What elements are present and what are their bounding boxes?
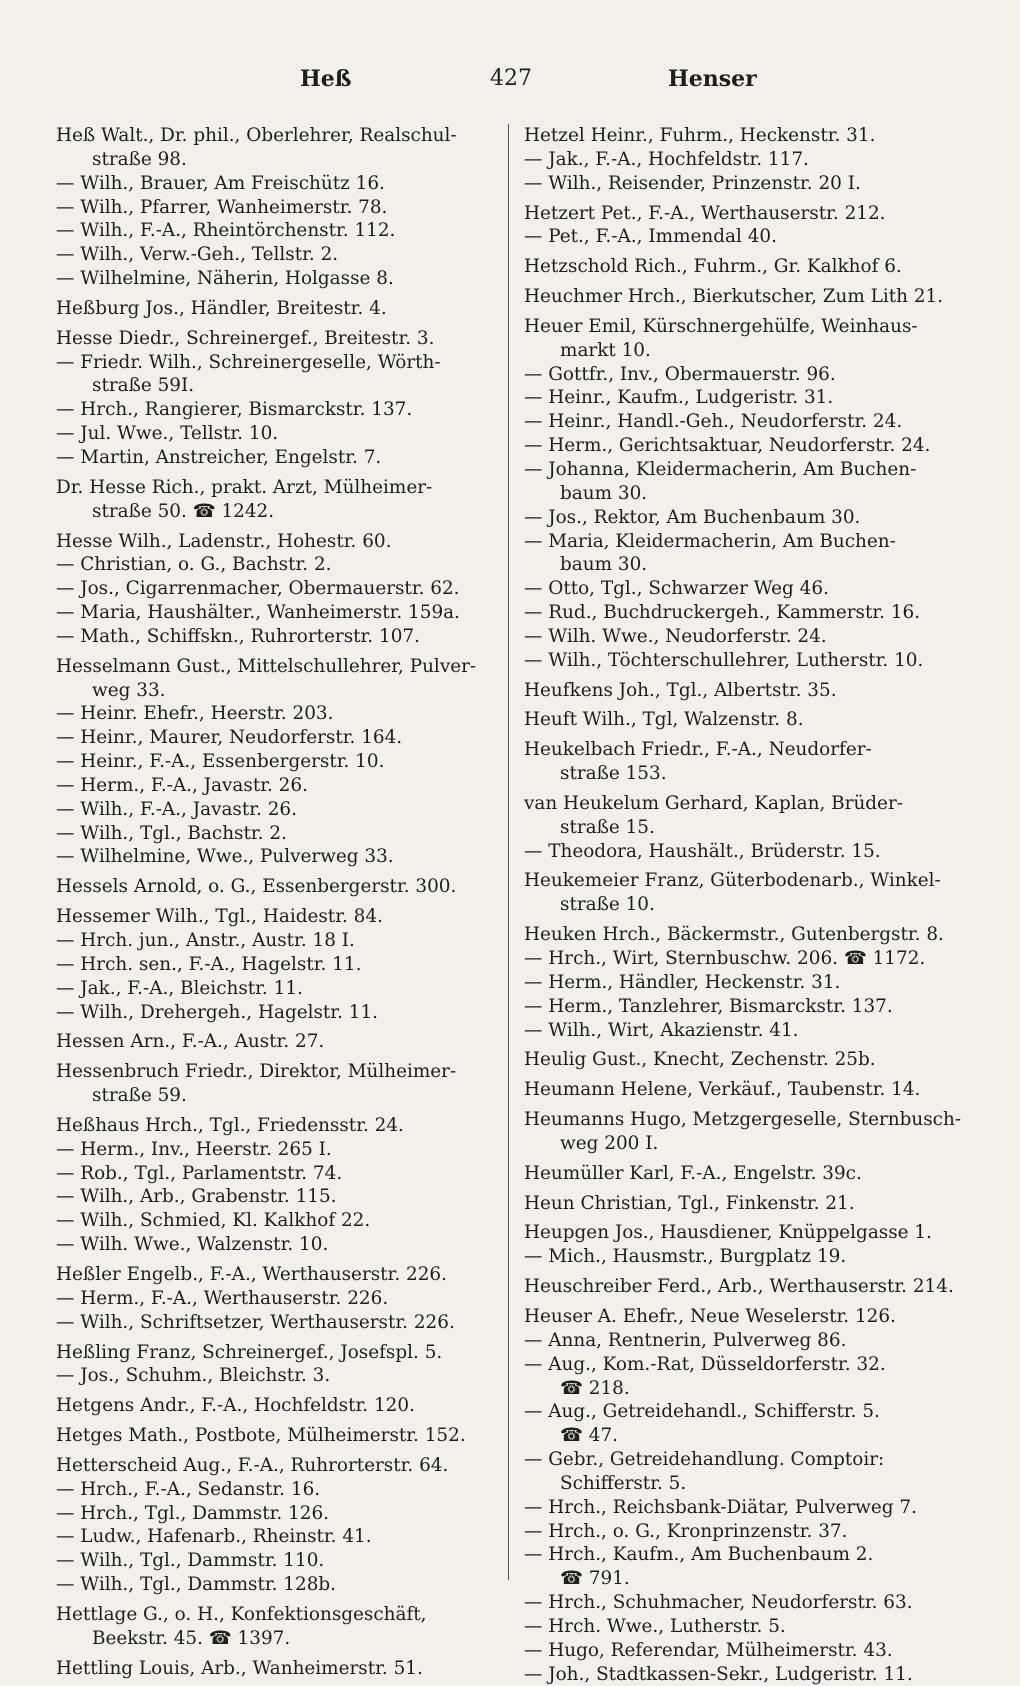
directory-entry <box>56 577 494 601</box>
entry-line: — Wilh., Pfarrer, Wanheimerstr. 78. <box>56 196 388 218</box>
entry-continuation-line: straße 10. <box>560 894 655 916</box>
entry-line: Heuer Emil, Kürschnergehülfe, Weinhaus- <box>524 315 918 337</box>
directory-entry <box>56 726 494 750</box>
entry-continuation-line: markt 10. <box>560 339 651 361</box>
directory-entry <box>524 995 964 1019</box>
entry-line: — Pet., F.-A., Immendal 40. <box>524 226 777 248</box>
entry-line: Heufkens Joh., Tgl., Albertstr. 35. <box>524 679 837 701</box>
entry-line: — Rob., Tgl., Parlamentstr. 74. <box>56 1162 343 1184</box>
directory-entry <box>56 446 494 470</box>
right-column <box>524 124 964 1686</box>
directory-entry <box>524 458 964 506</box>
directory-entry <box>524 172 964 196</box>
directory-entry <box>524 1078 964 1102</box>
entry-line: — Hrch., o. G., Kronprinzenstr. 37. <box>524 1520 848 1542</box>
entry-line: — Theodora, Haushält., Brüderstr. 15. <box>524 840 881 862</box>
entry-line: — Wilh., Arb., Grabenstr. 115. <box>56 1186 337 1208</box>
directory-entry <box>524 1108 964 1156</box>
entry-line: — Wilhelmine, Wwe., Pulverweg 33. <box>56 846 394 868</box>
directory-entry <box>56 905 494 929</box>
directory-entry <box>56 1394 494 1418</box>
entry-line: — Hrch. jun., Anstr., Austr. 18 I. <box>56 930 355 951</box>
entry-line: Hessen Arn., F.-A., Austr. 27. <box>56 1031 325 1053</box>
entry-line: — Hrch., F.-A., Sedanstr. 16. <box>56 1478 321 1500</box>
directory-entry <box>524 947 964 971</box>
entry-continuation-line: Schifferstr. 5. <box>560 1472 687 1494</box>
directory-entry <box>56 798 494 822</box>
directory-entry <box>56 1185 494 1209</box>
entry-continuation-line: straße 59. <box>92 1085 187 1107</box>
directory-entry <box>524 1591 964 1615</box>
entry-line: — Martin, Anstreicher, Engelstr. 7. <box>56 446 382 468</box>
entry-line: — Gebr., Getreidehandlung. Comptoir: <box>524 1449 885 1471</box>
directory-entry <box>524 625 964 649</box>
entry-line: — Mich., Hausmstr., Burgplatz 19. <box>524 1246 847 1268</box>
entry-line: — Herm., Gerichtsaktuar, Neudorferstr. 24. <box>524 435 931 457</box>
entry-line: — Wilh., F.-A., Javastr. 26. <box>56 798 297 820</box>
entry-line: — Wilh., F.-A., Rheintörchenstr. 112. <box>56 220 396 242</box>
entry-line: — Jul. Wwe., Tellstr. 10. <box>56 423 279 445</box>
entry-line: Hessenbruch Friedr., Direktor, Mülheimer- <box>56 1061 457 1083</box>
entry-continuation-line: straße 98. <box>92 148 187 170</box>
directory-entry <box>524 315 964 363</box>
directory-entry <box>56 655 494 703</box>
directory-entry <box>524 1400 964 1448</box>
directory-entry <box>524 1245 964 1269</box>
page-header <box>0 66 1020 106</box>
entry-continuation-line: ☎ 47. <box>560 1425 619 1447</box>
directory-entry <box>56 822 494 846</box>
directory-entry <box>524 530 964 578</box>
entry-line: Hettlage G., o. H., Konfektionsgeschäft, <box>56 1603 427 1625</box>
entry-line: — Hrch., Reichsbank-Diätar, Pulverweg 7. <box>524 1496 917 1518</box>
directory-entry <box>56 1162 494 1186</box>
directory-entry <box>56 297 494 321</box>
entry-line: — Wilh., Reisender, Prinzenstr. 20 I. <box>524 172 861 194</box>
directory-entry <box>56 267 494 291</box>
directory-entry <box>524 410 964 434</box>
directory-entry <box>56 1603 494 1651</box>
entry-line: Heßler Engelb., F.-A., Werthauserstr. 226. <box>56 1263 447 1285</box>
column-divider <box>508 124 509 1580</box>
entry-line: — Herm., F.-A., Werthauserstr. 226. <box>56 1287 389 1309</box>
entry-line: Heuchmer Hrch., Bierkutscher, Zum Lith 21. <box>524 286 944 308</box>
directory-entry <box>56 1502 494 1526</box>
entry-line: — Jak., F.-A., Bleichstr. 11. <box>56 977 303 999</box>
entry-line: — Herm., Tanzlehrer, Bismarckstr. 137. <box>524 995 893 1017</box>
directory-entry <box>56 601 494 625</box>
entry-line: — Otto, Tgl., Schwarzer Weg 46. <box>524 578 829 600</box>
entry-line: — Johanna, Kleidermacherin, Am Buchen- <box>524 458 917 480</box>
directory-entry <box>524 202 964 226</box>
directory-entry <box>524 840 964 864</box>
directory-entry <box>524 1663 964 1686</box>
entry-line: Heßburg Jos., Händler, Breitestr. 4. <box>56 297 387 319</box>
entry-line: Hesse Diedr., Schreinergef., Breitestr. 3. <box>56 327 435 349</box>
entry-line: — Ludw., Hafenarb., Rheinstr. 41. <box>56 1526 372 1548</box>
directory-entry <box>524 386 964 410</box>
header-right-keyword: Henser <box>668 66 757 92</box>
entry-line: Hetzschold Rich., Fuhrm., Gr. Kalkhof 6. <box>524 256 902 278</box>
directory-entry <box>56 398 494 422</box>
directory-entry <box>56 1657 494 1681</box>
entry-line: Heuser A. Ehefr., Neue Weselerstr. 126. <box>524 1305 896 1327</box>
entry-line: — Jos., Cigarrenmacher, Obermauerstr. 62. <box>56 578 460 600</box>
header-left-keyword: Heß <box>300 66 352 92</box>
directory-entry <box>524 869 964 917</box>
entry-line: Hessels Arnold, o. G., Essenbergerstr. 300. <box>56 876 457 898</box>
directory-entry <box>56 953 494 977</box>
entry-line: — Math., Schiffskn., Ruhrorterstr. 107. <box>56 625 420 647</box>
directory-entry <box>56 1001 494 1025</box>
entry-continuation-line: Beekstr. 45. ☎ 1397. <box>92 1627 291 1649</box>
entry-line: — Hrch., Rangierer, Bismarckstr. 137. <box>56 399 413 421</box>
entry-line: — Heinr., Kaufm., Ludgeristr. 31. <box>524 387 834 409</box>
directory-entry <box>56 553 494 577</box>
entry-line: — Hrch., Kaufm., Am Buchenbaum 2. <box>524 1544 874 1566</box>
entry-line: — Heinr. Ehefr., Heerstr. 203. <box>56 703 334 725</box>
entry-continuation-line: baum 30. <box>560 482 648 504</box>
entry-line: — Wilh., Schriftsetzer, Werthauserstr. 226. <box>56 1311 455 1333</box>
directory-entry <box>524 649 964 673</box>
directory-entry <box>524 1162 964 1186</box>
directory-entry <box>56 1287 494 1311</box>
directory-entry <box>56 702 494 726</box>
entry-line: — Wilh., Tgl., Dammstr. 128b. <box>56 1574 337 1596</box>
entry-continuation-line: straße 59I. <box>92 375 195 397</box>
entry-line: — Wilh., Verw.-Geh., Tellstr. 2. <box>56 244 339 266</box>
directory-entry <box>524 1221 964 1245</box>
entry-line: — Wilhelmine, Näherin, Holgasse 8. <box>56 268 394 290</box>
directory-entry <box>56 530 494 554</box>
entry-line: — Maria, Kleidermacherin, Am Buchen- <box>524 530 896 552</box>
directory-entry <box>56 1209 494 1233</box>
entry-line: — Hrch. Wwe., Lutherstr. 5. <box>524 1615 786 1637</box>
directory-entry <box>56 1114 494 1138</box>
directory-entry <box>56 327 494 351</box>
entry-line: — Joh., Stadtkassen-Sekr., Ludgeristr. 11. <box>524 1663 913 1685</box>
entry-line: — Wilh., Drehergeh., Hagelstr. 11. <box>56 1001 379 1023</box>
entry-line: Heumanns Hugo, Metzgergeselle, Sternbusch- <box>524 1109 962 1131</box>
directory-entry <box>524 1543 964 1591</box>
directory-entry <box>524 434 964 458</box>
entry-line: — Wilh., Schmied, Kl. Kalkhof 22. <box>56 1210 371 1232</box>
directory-entry <box>524 1353 964 1401</box>
directory-entry <box>524 285 964 309</box>
entry-line: Dr. Hesse Rich., prakt. Arzt, Mülheimer- <box>56 476 433 498</box>
entry-line: Heuft Wilh., Tgl, Walzenstr. 8. <box>524 709 804 731</box>
directory-entry <box>524 1639 964 1663</box>
directory-entry <box>524 1275 964 1299</box>
directory-entry <box>56 1263 494 1287</box>
entry-line: — Wilh. Wwe., Walzenstr. 10. <box>56 1234 329 1256</box>
directory-entry <box>56 977 494 1001</box>
directory-entry <box>56 172 494 196</box>
directory-entry <box>56 1525 494 1549</box>
entry-line: — Gottfr., Inv., Obermauerstr. 96. <box>524 363 836 385</box>
entry-line: Heßhaus Hrch., Tgl., Friedensstr. 24. <box>56 1114 404 1136</box>
entry-line: — Jos., Rektor, Am Buchenbaum 30. <box>524 506 861 528</box>
directory-entry <box>524 738 964 786</box>
directory-entry <box>56 243 494 267</box>
entry-line: Hesselmann Gust., Mittelschullehrer, Pulver- <box>56 655 477 677</box>
entry-line: — Wilh., Töchterschullehrer, Lutherstr. 10. <box>524 649 924 671</box>
entry-continuation-line: straße 153. <box>560 763 667 785</box>
directory-entry <box>524 255 964 279</box>
entry-line: Heukelbach Friedr., F.-A., Neudorfer- <box>524 739 872 761</box>
entry-continuation-line: ☎ 791. <box>560 1568 630 1590</box>
entry-line: — Hrch., Wirt, Sternbuschw. 206. ☎ 1172. <box>524 948 926 969</box>
entry-line: Hetzert Pet., F.-A., Werthauserstr. 212. <box>524 202 886 224</box>
directory-entry <box>56 875 494 899</box>
directory-entry <box>56 124 494 172</box>
entry-line: — Wilh., Tgl., Dammstr. 110. <box>56 1550 325 1572</box>
entry-line: Heßling Franz, Schreinergef., Josefspl. 5. <box>56 1341 443 1363</box>
directory-entry <box>524 506 964 530</box>
entry-line: — Jak., F.-A., Hochfeldstr. 117. <box>524 148 809 170</box>
entry-line: — Herm., Händler, Heckenstr. 31. <box>524 971 841 993</box>
entry-line: Hessemer Wilh., Tgl., Haidestr. 84. <box>56 906 383 928</box>
entry-line: — Wilh., Tgl., Bachstr. 2. <box>56 822 287 844</box>
entry-line: — Wilh., Wirt, Akazienstr. 41. <box>524 1019 799 1041</box>
entry-continuation-line: weg 33. <box>92 679 166 701</box>
entry-line: — Heinr., Maurer, Neudorferstr. 164. <box>56 727 403 749</box>
directory-entry <box>524 601 964 625</box>
directory-entry <box>56 219 494 243</box>
entry-line: — Hrch., Tgl., Dammstr. 126. <box>56 1502 330 1524</box>
directory-entry <box>56 422 494 446</box>
entry-line: — Heinr., F.-A., Essenbergerstr. 10. <box>56 751 385 773</box>
entry-line: — Friedr. Wilh., Schreinergeselle, Wörth- <box>56 351 441 373</box>
entry-line: van Heukelum Gerhard, Kaplan, Brüder- <box>524 792 903 814</box>
entry-line: — Wilh., Brauer, Am Freischütz 16. <box>56 172 385 194</box>
directory-entry <box>56 1233 494 1257</box>
directory-entry <box>56 1549 494 1573</box>
directory-entry <box>56 476 494 524</box>
entry-line: Heß Walt., Dr. phil., Oberlehrer, Realschul- <box>56 125 457 146</box>
directory-entry <box>524 1305 964 1329</box>
directory-entry <box>524 708 964 732</box>
directory-entry <box>524 792 964 840</box>
directory-entry <box>56 625 494 649</box>
directory-entry <box>56 196 494 220</box>
entry-line: Hetzel Heinr., Fuhrm., Heckenstr. 31. <box>524 125 876 146</box>
entry-line: — Anna, Rentnerin, Pulverweg 86. <box>524 1329 847 1351</box>
entry-line: Heuken Hrch., Bäckermstr., Gutenbergstr. 8. <box>524 924 944 946</box>
directory-entry <box>56 1454 494 1478</box>
directory-entry <box>524 225 964 249</box>
entry-line: Heukemeier Franz, Güterbodenarb., Winkel- <box>524 870 941 892</box>
directory-entry <box>56 774 494 798</box>
entry-continuation-line: ☎ 218. <box>560 1377 630 1399</box>
directory-entry <box>56 1341 494 1365</box>
entry-line: — Herm., Inv., Heerstr. 265 I. <box>56 1138 332 1160</box>
directory-entry <box>56 750 494 774</box>
entry-continuation-line: straße 50. ☎ 1242. <box>92 500 275 522</box>
entry-line: — Heinr., Handl.-Geh., Neudorferstr. 24. <box>524 411 903 433</box>
directory-entry <box>56 1138 494 1162</box>
entry-line: Heupgen Jos., Hausdiener, Knüppelgasse 1. <box>524 1222 932 1244</box>
directory-entry <box>524 1329 964 1353</box>
entry-line: Hesse Wilh., Ladenstr., Hohestr. 60. <box>56 530 392 552</box>
directory-entry <box>524 148 964 172</box>
directory-entry <box>56 1311 494 1335</box>
entry-line: Hetgens Andr., F.-A., Hochfeldstr. 120. <box>56 1395 415 1417</box>
directory-entry <box>524 1520 964 1544</box>
directory-entry <box>524 577 964 601</box>
directory-entry <box>524 923 964 947</box>
entry-line: — Herm., F.-A., Javastr. 26. <box>56 774 308 796</box>
directory-entry <box>524 1615 964 1639</box>
entry-continuation-line: straße 15. <box>560 816 655 838</box>
directory-entry <box>56 929 494 953</box>
directory-entry <box>524 124 964 148</box>
directory-entry <box>56 1030 494 1054</box>
entry-line: — Maria, Haushälter., Wanheimerstr. 159a. <box>56 602 460 624</box>
directory-entry <box>56 1424 494 1448</box>
directory-entry <box>56 1364 494 1388</box>
directory-entry <box>524 1496 964 1520</box>
directory-entry <box>524 1019 964 1043</box>
entry-line: — Rud., Buchdruckergeh., Kammerstr. 16. <box>524 602 921 624</box>
directory-entry <box>56 1573 494 1597</box>
directory-entry <box>524 971 964 995</box>
entry-line: Hetterscheid Aug., F.-A., Ruhrorterstr. 64. <box>56 1454 449 1476</box>
directory-entry <box>524 1192 964 1216</box>
directory-entry <box>524 363 964 387</box>
entry-line: Heulig Gust., Knecht, Zechenstr. 25b. <box>524 1049 876 1071</box>
page-number: 427 <box>490 66 532 91</box>
entry-line: — Jos., Schuhm., Bleichstr. 3. <box>56 1365 331 1387</box>
entry-line: Heun Christian, Tgl., Finkenstr. 21. <box>524 1192 855 1214</box>
directory-entry <box>56 351 494 399</box>
left-column <box>56 124 494 1680</box>
entry-line: Hettling Louis, Arb., Wanheimerstr. 51. <box>56 1657 423 1679</box>
entry-line: — Christian, o. G., Bachstr. 2. <box>56 554 332 576</box>
directory-entry <box>56 845 494 869</box>
directory-entry <box>524 679 964 703</box>
entry-line: — Hrch. sen., F.-A., Hagelstr. 11. <box>56 953 362 975</box>
entry-continuation-line: weg 200 I. <box>560 1132 659 1154</box>
entry-line: — Aug., Getreidehandl., Schifferstr. 5. <box>524 1401 880 1423</box>
entry-line: — Hugo, Referendar, Mülheimerstr. 43. <box>524 1639 893 1661</box>
entry-line: — Wilh. Wwe., Neudorferstr. 24. <box>524 625 827 647</box>
entry-line: Heumann Helene, Verkäuf., Taubenstr. 14. <box>524 1079 921 1101</box>
directory-entry <box>56 1060 494 1108</box>
directory-entry <box>524 1448 964 1496</box>
entry-line: Heuschreiber Ferd., Arb., Werthauserstr. 214. <box>524 1276 954 1298</box>
entry-line: Hetges Math., Postbote, Mülheimerstr. 152. <box>56 1425 466 1447</box>
entry-line: — Hrch., Schuhmacher, Neudorferstr. 63. <box>524 1592 913 1614</box>
directory-entry <box>56 1478 494 1502</box>
entry-line: Heumüller Karl, F.-A., Engelstr. 39c. <box>524 1162 862 1184</box>
directory-entry <box>524 1048 964 1072</box>
entry-continuation-line: baum 30. <box>560 554 648 576</box>
entry-line: — Aug., Kom.-Rat, Düsseldorferstr. 32. <box>524 1353 886 1375</box>
